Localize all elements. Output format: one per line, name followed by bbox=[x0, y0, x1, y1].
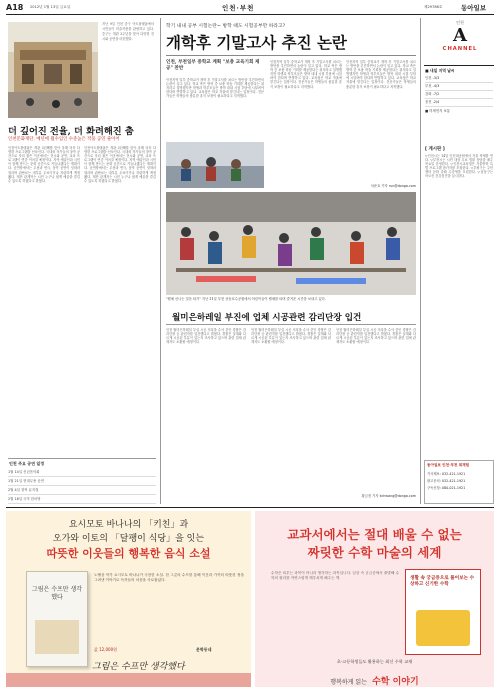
main-kicker: 학기 내내 공부 시험논란~ 방학 때도 시험공부만 하라고? bbox=[166, 24, 286, 29]
ad-right-brand-small: 행복하게 읽는 bbox=[330, 679, 367, 686]
main-subhead: 인천, 부천일부 중학교 계획 "보충 교육기회 제공" 찬반 bbox=[166, 60, 260, 71]
weather-row: 옹진 -2/4 bbox=[425, 99, 493, 107]
table-row: 2월 4일 창작 뮤지컬 bbox=[8, 486, 156, 495]
ad-right-book-title: 생활 속 궁금증으로 풀어보는 수상하고 신기한 수학 bbox=[410, 576, 475, 587]
photo-story-rule bbox=[166, 324, 416, 325]
notices-body: ▽인천시는 14일 인천대공원에서 겨울 축제를 연다. ▽부천시는 시민 대상 무료 법률 상담을 매주 목요일 운영한다. ▽인천시교육청은 겨울방학 특별 프로그램 참가자를 모집한다. ▽부평구는 주민센터 문화 강좌 수강생을 모집한다. ▽남동구는 어르신 건강검진을 실시한다. bbox=[425, 154, 493, 179]
sledding-caption-text: "썰매 신나는 얼음 타기" 지난 11일 부천 상동호수공원에서 어린이들이 썰매를 타며 즐거운 시간을 보내고 있다. bbox=[166, 297, 326, 301]
table-row: 1월 21일 현대무용 공연 bbox=[8, 477, 156, 486]
sledding-photo bbox=[166, 192, 416, 295]
weather-title: ■ 내일 지역 날씨 bbox=[425, 68, 455, 73]
ad-right-main-bottom: 짜릿한 수학 마술의 세계 bbox=[307, 545, 442, 560]
masthead-rule bbox=[6, 14, 494, 15]
photo-story-byline: 황금천 기자 kchwang@donga.com bbox=[361, 494, 416, 498]
section-title: 인천·부천 bbox=[222, 4, 255, 12]
ad-left-price: 값 12,000원 bbox=[94, 647, 117, 652]
ad-left-mid: 오가와 이토의 「달팽이 식당」을 잇는 bbox=[52, 534, 205, 544]
book-cover-title: 그림은 수프만 생각했다 bbox=[31, 586, 83, 601]
weather-note: ■ 미세먼지 보통 bbox=[425, 109, 451, 113]
table-row: 1월 14일 신년음악회 bbox=[8, 468, 156, 477]
main-body-col1: 인천지역 일부 중학교가 개학 후 기말고사를 치르는 방안을 추진하면서 논란이 일고 있다. 학교 측은 방학 중 보충 학습 기회를 제공한다는 취지라고 설명했지만 학생과 학부모들은 방학 내내 시험 부담에 시달려야 한다며 반발하고 있다. 교육청은 학교 자율에 맡긴다는 입장이다. 전문가들은 학생들의 충분한 휴식 보장이 필요하다고 지적했다. bbox=[166, 78, 264, 99]
left-table-rule bbox=[8, 458, 156, 459]
notices-title: [ 게시판 ] bbox=[425, 147, 445, 152]
photo-story-body-3: 인천 월미은하레일 부실 시공 의혹을 수사 중인 경찰은 감리단장 등 관련자를 입건했다고 밝혔다. 경찰은 설계와 다르게 시공된 부분이 있는지 조사하고 있으며 관련 업체 관계자도 소환할 예정이다. bbox=[336, 328, 416, 345]
left-body-col2: 인천아트플랫폼은 개관 3년째를 맞아 올해 더욱 다양한 프로그램을 선보인다. 국내외 작가들의 창작 공간으로 자리 잡은 이곳에서는 전시와 공연, 교육 프로그램이 연중 이어질 예정이다. 지역 예술인과 시민이 함께 만드는 문화 공간으로 거듭나겠다는 계획이다. 공연장에서는 무용과 연극, 음악 공연이 잇따라 열리며 관람료는 대부분 무료이거나 저렴하게 책정됐다. 재단 관계자는 시민 누구나 쉽게 예술을 즐길 수 있도록 하겠다고 밝혔다. bbox=[84, 146, 156, 183]
left-table-title: 인천 주요 공연 일정 bbox=[9, 461, 45, 466]
ad-right-main-top: 교과서에서는 절대 배울 수 없는 bbox=[287, 527, 462, 542]
book-cover-art bbox=[35, 620, 79, 654]
weather-row: 부천 -4/3 bbox=[425, 83, 493, 91]
sidebar-rule-1 bbox=[424, 65, 494, 66]
photo-story-body-1: 인천 월미은하레일 부실 시공 의혹을 수사 중인 경찰은 감리단장 등 관련자를 입건했다고 밝혔다. 경찰은 설계와 다르게 시공된 부분이 있는지 조사하고 있으며 관련 업체 관계자도 소환할 예정이다. bbox=[166, 328, 246, 345]
ad-right-brand: 수학 이야기 bbox=[372, 677, 419, 687]
channel-logo bbox=[425, 20, 495, 62]
ad-right-desc: 수학은 외우는 과목이 아니라 생각하는 과목입니다. 일상 속 궁금증에서 출발해 수학의 원리를 자연스럽게 깨우치게 해주는 책. bbox=[271, 571, 399, 580]
contact-row: 광고문의: 032-421-1921 bbox=[427, 479, 466, 483]
ad-right-brand-row bbox=[255, 669, 494, 688]
main-headline-rule bbox=[166, 55, 416, 56]
left-story-photo bbox=[8, 22, 98, 118]
channel-logo-mark: A bbox=[453, 25, 467, 46]
ad-left-top: 요시모토 바나나의 「키친」과 bbox=[68, 520, 189, 530]
contact-title: 동아일보 인천·부천 취재팀 bbox=[427, 463, 470, 467]
left-table bbox=[8, 468, 156, 504]
book-cover bbox=[26, 571, 88, 667]
table-row: 2월 18일 국악 한마당 bbox=[8, 495, 156, 504]
paper-name: 동아일보 bbox=[461, 4, 487, 12]
book-spine: 그림은 수프만 생각했다 bbox=[92, 662, 185, 672]
column-divider-right bbox=[420, 18, 421, 504]
main-byline: 차준호 기자 run@donga.com bbox=[370, 184, 416, 188]
ad-right-book bbox=[405, 569, 481, 655]
weather-row: 인천 -3/3 bbox=[425, 75, 493, 83]
sledding-caption bbox=[166, 297, 416, 306]
contact-box bbox=[424, 460, 494, 504]
column-divider-left bbox=[160, 18, 161, 504]
ad-right-footer: 초·고등학생들도 활용하는 최신 수학 교재 bbox=[336, 659, 413, 664]
contact-row: 구독신청: 080-021-1921 bbox=[427, 486, 466, 490]
ad-separator bbox=[6, 507, 494, 508]
ad-left-main: 따뜻한 이웃들의 행복한 음식 소설 bbox=[46, 547, 211, 560]
ad-left-skyline bbox=[6, 673, 251, 687]
weather-row: 강화 -7/2 bbox=[425, 91, 493, 99]
main-story-photo bbox=[166, 142, 264, 188]
left-body-col1: 인천아트플랫폼은 개관 3년째를 맞아 올해 더욱 다양한 프로그램을 선보인다. 국내외 작가들의 창작 공간으로 자리 잡은 이곳에서는 전시와 공연, 교육 프로그램이 연중 이어질 예정이다. 지역 예술인과 시민이 함께 만드는 문화 공간으로 거듭나겠다는 계획이다. 공연장에서는 무용과 연극, 음악 공연이 잇따라 열리며 관람료는 대부분 무료이거나 저렴하게 책정됐다. 재단 관계자는 시민 누구나 쉽게 예술을 즐길 수 있도록 하겠다고 밝혔다. bbox=[8, 146, 80, 183]
left-photo-caption: 지난 9일 인천 중구 아트플랫폼에서 시민들이 미술작품을 관람하고 있다. 중구는 개관 3주년을 맞아 다양한 전시와 공연을 마련했다. bbox=[102, 22, 154, 41]
ad-right-book-art bbox=[416, 610, 470, 646]
main-headline: 개학후 기말고사 추진 논란 bbox=[166, 33, 347, 52]
ad-left-desc: 노벨상 작가 요시모토 바나나가 극찬한 소설. 한 그릇의 수프를 통해 이웃과 가족의 따뜻한 정을 그려낸 이야기로 독자들의 마음을 사로잡았다. bbox=[94, 573, 244, 582]
main-body-col3: 인천지역 일부 중학교가 개학 후 기말고사를 치르는 방안을 추진하면서 논란이 일고 있다. 학교 측은 방학 중 보충 학습 기회를 제공한다는 취지라고 설명했지만 학생과 학부모들은 방학 내내 시험 부담에 시달려야 한다며 반발하고 있다. 교육청은 학교 자율에 맡긴다는 입장이다. 전문가들은 학생들의 충분한 휴식 보장이 필요하다고 지적했다. bbox=[346, 60, 416, 89]
contact-row: 기사제보: 032-421-1921 bbox=[427, 472, 466, 476]
main-body-col2: 인천지역 일부 중학교가 개학 후 기말고사를 치르는 방안을 추진하면서 논란이 일고 있다. 학교 측은 방학 중 보충 학습 기회를 제공한다는 취지라고 설명했지만 학생과 학부모들은 방학 내내 시험 부담에 시달려야 한다며 반발하고 있다. 교육청은 학교 자율에 맡긴다는 입장이다. 전문가들은 학생들의 충분한 휴식 보장이 필요하다고 지적했다. bbox=[270, 60, 342, 89]
channel-logo-top: 인천 bbox=[456, 20, 464, 25]
left-ad bbox=[6, 511, 251, 687]
right-ad bbox=[255, 511, 494, 687]
issue-date: 2012년 1월 13일 금요일 bbox=[30, 5, 71, 9]
photo-story-body-2: 인천 월미은하레일 부실 시공 의혹을 수사 중인 경찰은 감리단장 등 관련자를 입건했다고 밝혔다. 경찰은 설계와 다르게 시공된 부분이 있는지 조사하고 있으며 관련 업체 관계자도 소환할 예정이다. bbox=[251, 328, 331, 345]
left-headline: 더 깊어진 전율, 더 화려해진 춤 bbox=[8, 126, 134, 137]
weather-box bbox=[425, 75, 493, 107]
left-subhead: 인천문화재단, 예년에 월수입인 수준높은 작품 공연 줄이어 bbox=[8, 137, 120, 142]
issue-number: 제29786호 bbox=[424, 5, 443, 9]
channel-logo-label: CHANNEL bbox=[442, 46, 478, 52]
ad-left-publisher: 문학동네 bbox=[196, 647, 212, 652]
page-number: A18 bbox=[6, 3, 24, 12]
photo-story-headline: 월미은하레일 부진에 업체 시공관련 감리단장 입건 bbox=[172, 313, 362, 323]
